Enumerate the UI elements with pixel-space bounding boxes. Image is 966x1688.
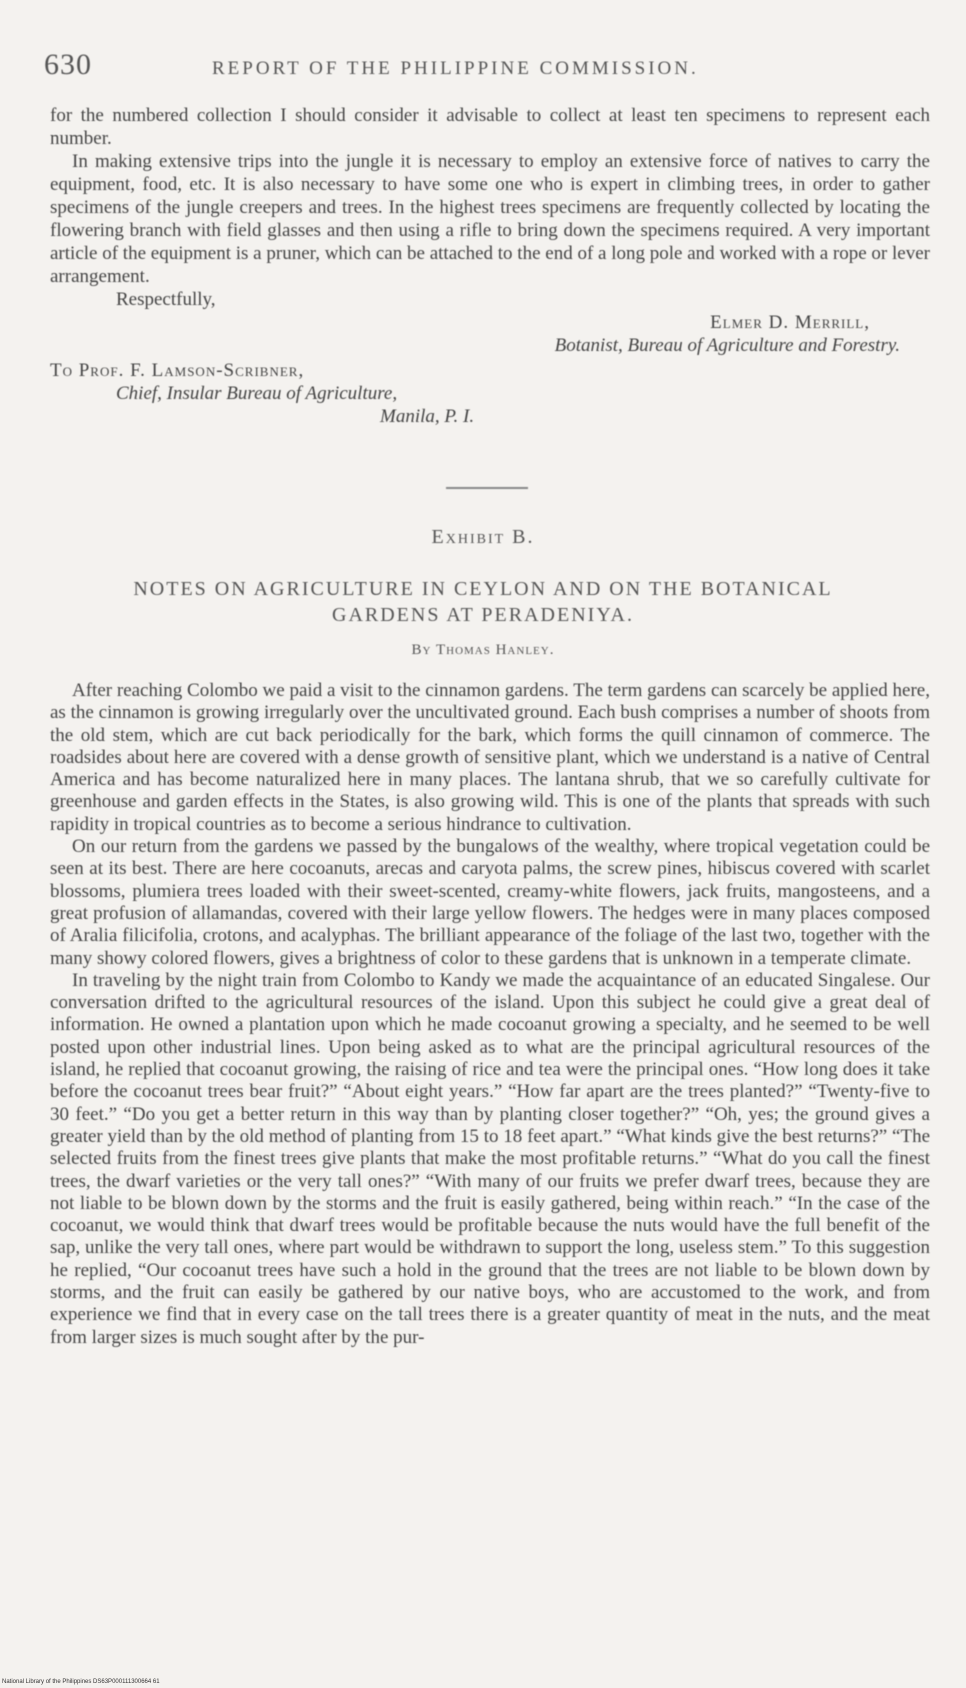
letter-paragraph: for the numbered collection I should consider it advisable to collect at least ten specimens to represent each number. xyxy=(50,105,930,149)
article-body xyxy=(50,680,930,1349)
addressee-place: Manila, P. I. xyxy=(380,406,475,427)
body-paragraph: In traveling by the night train from Colombo to Kandy we made the acquaintance of an educated Singalese. Our conversation drifted to the agricultural resources of the island. Upon this subject he could give a great deal of information. He owned a plantation upon which he made cocoanut growing a specialty, and he seemed to be well posted upon other industrial lines. Upon being asked as to what are the principal agricultural resources of the island, he replied that cocoanut growing, the raising of rice and tea were the principal ones. “How long does it take before the cocoanut trees bear fruit?” “About eight years.” “How far apart are the trees planted?” “Twenty-five to 30 feet.” “Do you get a better return in this way than by planting closer together?” “Oh, yes; the ground gives a greater yield than by the old method of planting from 15 to 18 feet apart.” “What kinds give the best returns?” “The selected fruits from the finest trees give plants that make the most profitable returns.” “What do you call the finest trees, the dwarf varieties or the very tall ones?” “With many of our fruits we prefer dwarf trees, because they are not liable to be blown down by the storms and the fruit is easily gathered, being within reach.” “In the case of the cocoanut, we would think that dwarf trees would be profitable because the nuts would have the full benefit of the sap, unlike the very tall ones, where part would be withdrawn to support the long, useless stem.” To this suggestion he replied, “Our cocoanut trees have such a hold in the ground that the trees are not liable to be blown down by storms, and the fruit can easily be gathered by our native boys, who are accustomed to the work, and from experience we find that in every case on the tall trees there is a greater quantity of meat in the nuts, and the meat from larger sizes is much sought after by the pur- xyxy=(50,969,930,1348)
addressee-title: Chief, Insular Bureau of Agriculture, xyxy=(116,383,398,404)
page-header xyxy=(44,48,924,88)
body-paragraph: On our return from the gardens we passed by the bungalows of the wealthy, where tropical vegetation could be seen at its best. There are here cocoanuts, arecas and caryota palms, the screw pines, hibiscus covered with scarlet blossoms, plumiera trees loaded with their sweet-scented, creamy-white flowers, jack fruits, mangosteens, and a great profusion of allamandas, covered with their large yellow flowers. The hedges were in many places composed of Aralia filicifolia, crotons, and acalyphas. The brilliant appearance of the foliage of the last two, together with the many showy colored flowers, gives a brightness of color to these gardens that is unknown in a temperate climate. xyxy=(50,836,930,969)
signature-title: Botanist, Bureau of Agriculture and Forestry. xyxy=(554,335,900,356)
letter-conclusion xyxy=(50,104,930,428)
exhibit-label: Exhibit B. xyxy=(431,526,535,548)
section-divider xyxy=(446,487,528,489)
addressee-name: To Prof. F. Lamson-Scribner, xyxy=(50,360,305,381)
running-head: REPORT OF THE PHILIPPINE COMMISSION. xyxy=(212,58,699,79)
page-number: 630 xyxy=(44,48,92,81)
byline: By Thomas Hanley. xyxy=(411,642,555,658)
letter-paragraph: In making extensive trips into the jungle it is necessary to employ an extensive force of natives to carry the equipment, food, etc. It is also necessary to have some one who is expert in climbing trees, in order to gather specimens of the jungle creepers and trees. In the highest trees specimens are frequently collected by locating the flowering branch with field glasses and then using a rifle to bring down the specimens required. A very important article of the equipment is a pruner, which can be attached to the end of a long pole and worked with a rope or lever arrangement. xyxy=(50,151,930,287)
signature-name: Elmer D. Merrill, xyxy=(710,312,870,333)
letter-closing: Respectfully, xyxy=(116,289,216,310)
scan-footer: National Library of the Philippines DS63P000111300664 61 xyxy=(2,1679,160,1685)
body-paragraph: After reaching Colombo we paid a visit to the cinnamon gardens. The term gardens can scarcely be applied here, as the cinnamon is growing irregularly over the uncultivated ground. Each bush comprises a number of shoots from the old stem, which are cut back periodically for the bark, which forms the quill cinnamon of commerce. The roadsides about here are covered with a dense growth of sensitive plant, which we understand is a native of Central America and has become naturalized here in many places. The lantana shrub, that we so carefully cultivate for greenhouse and garden effects in the States, is also growing wild. This is one of the plants that spreads with such rapidity in tropical countries as to become a serious hindrance to cultivation. xyxy=(50,680,930,835)
section-title: NOTES ON AGRICULTURE IN CEYLON AND ON THE BOTANICAL GARDENS AT PERADENIYA. xyxy=(133,578,833,626)
